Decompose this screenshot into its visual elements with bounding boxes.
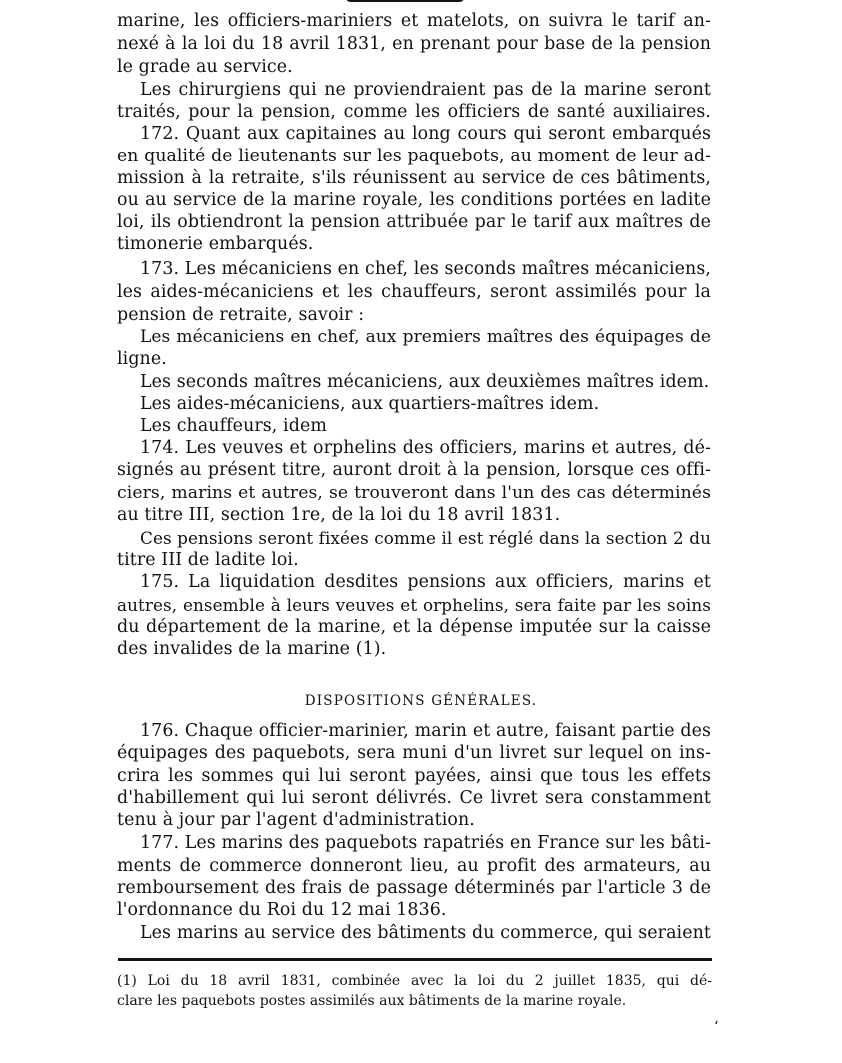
text-line: marine, les officiers-mariniers et matelots, on suivra le tarif an- — [117, 11, 711, 31]
text-line: Les marins au service des bâtiments du commerce, qui seraient — [140, 923, 711, 943]
text-line: d'habillement qui lui seront délivrés. Ce livret sera constamment — [117, 788, 711, 808]
section-heading: DISPOSITIONS GÉNÉRALES. — [304, 693, 538, 709]
article-174-start: 174. Les veuves et orphelins des officiers, marins et autres, dé- — [140, 438, 711, 458]
footnote-line: (1) Loi du 18 avril 1831, combinée avec la loi du 2 juillet 1835, qui dé- — [117, 973, 712, 989]
text-line: ligne. — [117, 349, 167, 369]
article-175-start: 175. La liquidation desdites pensions aux officiers, marins et — [140, 572, 711, 592]
text-line: Les mécaniciens en chef, aux premiers maîtres des équipages de — [140, 327, 711, 347]
text-line: en qualité de lieutenants sur les paquebots, au moment de leur ad- — [117, 146, 711, 166]
text-line: nexé à la loi du 18 avril 1831, en prenant pour base de la pension — [117, 34, 711, 54]
text-line: Les seconds maîtres mécaniciens, aux deuxièmes maîtres idem. — [140, 372, 710, 392]
text-line: remboursement des frais de passage déterminés par l'article 3 de — [117, 878, 711, 898]
text-line: Les chauffeurs, idem — [140, 416, 327, 436]
text-line: Ces pensions seront fixées comme il est réglé dans la section 2 du — [140, 528, 711, 548]
text-line: des invalides de la marine (1). — [117, 639, 387, 659]
text-line: crira les sommes qui lui seront payées, ainsi que tous les effets — [117, 766, 711, 786]
text-line: ciers, marins et autres, se trouveront dans l'un des cas déterminés — [117, 483, 711, 503]
text-line: timonerie embarqués. — [117, 234, 314, 254]
article-172-start: 172. Quant aux capitaines au long cours qui seront embarqués — [140, 124, 711, 144]
text-line: ments de commerce donneront lieu, au profit des armateurs, au — [117, 856, 711, 876]
article-173-start: 173. Les mécaniciens en chef, les seconds maîtres mécaniciens, — [140, 259, 711, 279]
text-line: tenu à jour par l'agent d'administration. — [117, 810, 475, 830]
text-line: titre III de ladite loi. — [117, 550, 299, 570]
text-line: du département de la marine, et la dépense imputée sur la caisse — [117, 617, 711, 637]
text-line: signés au présent titre, auront droit à la pension, lorsque ces offi- — [117, 460, 711, 480]
text-line: au titre III, section 1re, de la loi du 18 avril 1831. — [117, 505, 561, 525]
text-line: Les aides-mécaniciens, aux quartiers-maîtres idem. — [140, 394, 600, 414]
text-line: traités, pour la pension, comme les officiers de santé auxiliaires. — [117, 102, 711, 122]
text-line: l'ordonnance du Roi du 12 mai 1836. — [117, 900, 447, 920]
margin-mark: ‘ — [714, 1019, 719, 1035]
text-line: équipages des paquebots, sera muni d'un livret sur lequel on ins- — [117, 743, 711, 763]
text-line: ou au service de la marine royale, les conditions portées en ladite — [117, 190, 711, 210]
page-top-bracket-fragment — [345, 0, 465, 2]
text-line: mission à la retraite, s'ils réunissent au service de ces bâtiments, — [117, 168, 711, 188]
footnote-rule — [118, 958, 712, 961]
footnote-line: clare les paquebots postes assimilés aux bâtiments de la marine royale. — [117, 993, 627, 1009]
text-line: le grade au service. — [117, 57, 293, 77]
article-177-start: 177. Les marins des paquebots rapatriés en France sur les bâti- — [140, 833, 711, 853]
text-line: Les chirurgiens qui ne proviendraient pas de la marine seront — [140, 80, 711, 100]
article-176-start: 176. Chaque officier-marinier, marin et autre, faisant partie des — [140, 721, 711, 741]
text-line: pension de retraite, savoir : — [117, 305, 365, 325]
text-line: autres, ensemble à leurs veuves et orphelins, sera faite par les soins — [117, 595, 711, 615]
text-line: les aides-mécaniciens et les chauffeurs, seront assimilés pour la — [117, 282, 711, 302]
text-line: loi, ils obtiendront la pension attribuée par le tarif aux maîtres de — [117, 212, 711, 232]
